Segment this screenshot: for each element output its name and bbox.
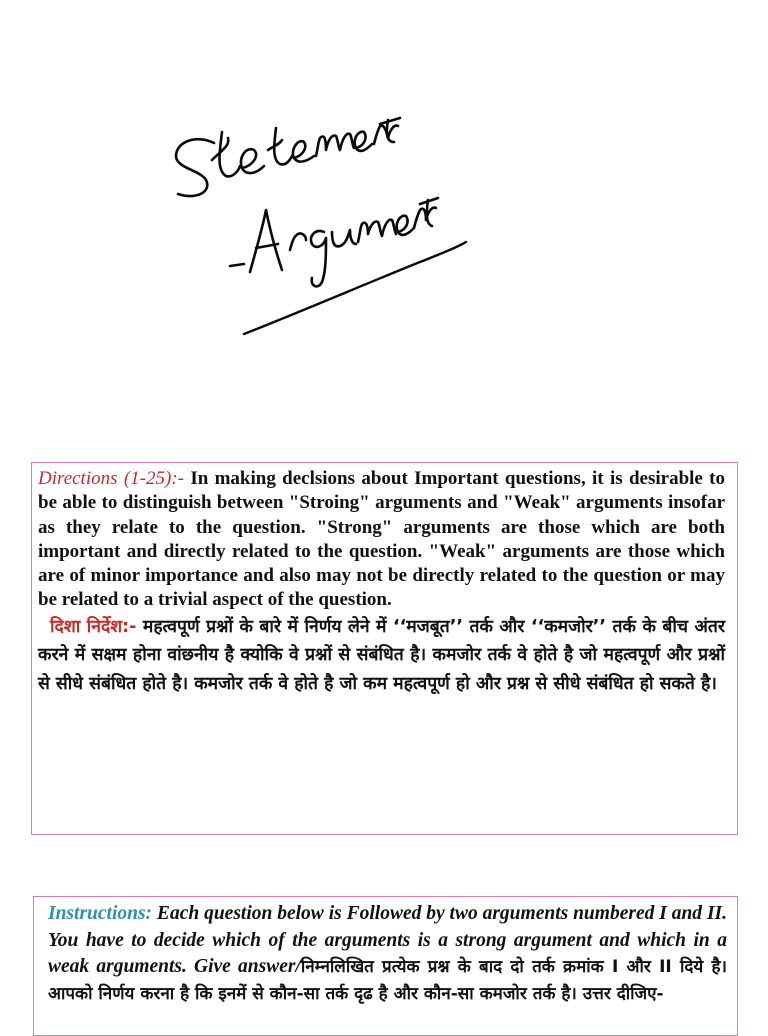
directions-text-english: In making declsions about Important questions, it is desirable to be able to distinguish between "Stroing" arguments and "Weak" arguments insofar as they relate to the question. "Strong" arguments are those which are both important and directly related to the question. "Weak" arguments are those which are of minor importance and also may not be directly related to the question or may be related to a trivial aspect of the question. (38, 468, 725, 611)
directions-text-hindi: महत्वपूर्ण प्रश्नों के बारे में निर्णय लेने में ‘‘मजबूत’’ तर्क और ‘‘कमजोर’’ तर्क के बीच अंतर करने में सक्षम होना वांछनीय है क्योकि वे प्रश्नों से संबंधित है। कमजोर तर्क वे होते है जो महत्वपूर्ण और प्रश्नों से सीधे संबंधित होते है। कमजोर तर्क वे होते है जो कम महत्वपूर्ण हो और प्रश्न से सीधे संबंधित हो सकते है। (38, 616, 725, 694)
directions-box (31, 462, 738, 835)
instructions-text-english: Each question below is Followed by two arguments numbered I and II. You have to decide which of the arguments is a strong argument and which in a weak arguments. Give answer/ (48, 903, 727, 977)
instructions-paragraph (48, 901, 727, 1007)
instructions-label: Instructions: (48, 903, 153, 924)
handwritten-title (0, 0, 768, 430)
directions-english (38, 467, 725, 613)
directions-hindi (38, 613, 725, 699)
handwritten-word-argument (230, 198, 438, 286)
handwritten-word-stetement (176, 118, 400, 196)
directions-label-hindi: दिशा निर्देश:- (50, 616, 137, 637)
instructions-box (33, 896, 738, 1036)
directions-label: Directions (1-25):- (38, 468, 184, 489)
instructions-text-hindi: निम्नलिखित प्रत्येक प्रश्न के बाद दो तर्क क्रमांक I और II दिये है। आपको निर्णय करना है कि इनमें से कौन-सा तर्क दृढ है और कौन-सा कमजोर तर्क है। उत्तर दीजिए- (48, 957, 727, 1004)
